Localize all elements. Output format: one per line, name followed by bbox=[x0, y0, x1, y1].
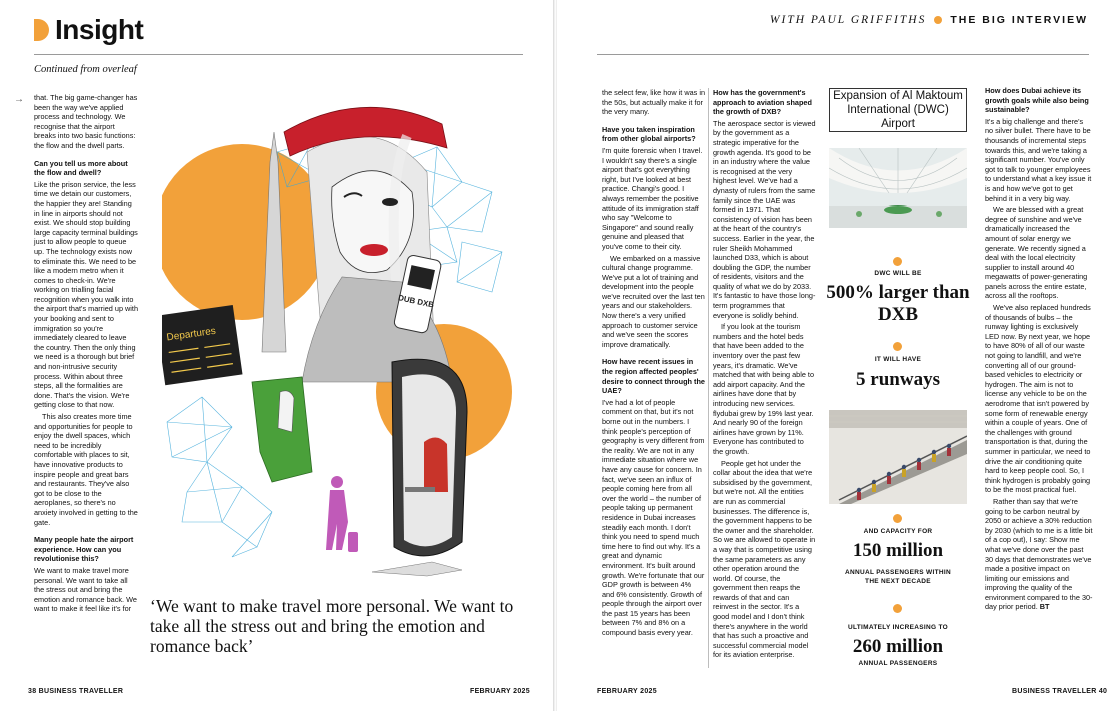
interview-question: Many people hate the airport experience. How can you revolutionise this? bbox=[34, 535, 134, 564]
column-divider bbox=[708, 88, 709, 668]
stat4-sub: ANNUAL PASSENGERS bbox=[858, 660, 938, 667]
left-article-column bbox=[34, 93, 138, 616]
article-paragraph: We want to make travel more personal. We want to take all the stress out and bring the emotion and romance back. We want to make it feel like it's for bbox=[34, 565, 137, 614]
left-page bbox=[0, 0, 553, 711]
stat2-value: 5 runways bbox=[856, 369, 940, 390]
article-paragraph: that. The big game-changer has been the way we've applied process and technology. We recognise that the airport breaks into two basic functions: the flow and the dwell parts. bbox=[34, 93, 138, 150]
section-title: Insight bbox=[55, 14, 144, 45]
departures-board bbox=[162, 305, 243, 385]
editorial-illustration bbox=[162, 92, 537, 587]
right-date: FEBRUARY 2025 bbox=[597, 688, 657, 695]
left-date: FEBRUARY 2025 bbox=[470, 688, 530, 695]
right-folio: BUSINESS TRAVELLER 40 bbox=[1012, 688, 1108, 695]
article-paragraph: People get hot under the collar about the idea that we're subsidised by the government, but we're not. All the entities are run as commercial businesses. The difference is, the government happens to be the owner and the shareholder. So we are allowed to operate in a way that is competitive using the same parameters as any other operation around the world. Of course, the government then reaps the rewards of that and can reinvest in the sector. It's a good model and I don't think there's anywhere in the world that has such a proactive and successful commercial model for its aviation enterprise. bbox=[713, 458, 816, 660]
stat3-label: AND CAPACITY FOR bbox=[863, 528, 933, 535]
sun-icon bbox=[893, 514, 902, 523]
terminal-render-photo bbox=[829, 148, 967, 228]
stat3-value: 150 million bbox=[852, 540, 944, 561]
orange-circle-top bbox=[162, 144, 330, 320]
right-article-column-1 bbox=[602, 88, 705, 640]
arrow-icon: → bbox=[14, 94, 24, 105]
article-paragraph: I'm quite forensic when I travel. I wouldn't say there's a single airport that's got everything right, but I've looked at best practice. Changi's good. I always remember the positive attitude of its immigration staff who say "Welcome to Singapore" and sound really genuine and pleased that you've come to their city. bbox=[602, 145, 703, 251]
right-article-column-2 bbox=[713, 88, 816, 662]
continued-note: Continued from overleaf bbox=[34, 64, 137, 75]
article-paragraph: It's a big challenge and there's no silver bullet. There have to be thousands of incremental steps towards this, and we're taking a significant number. You've only got to talk to younger employees to understand what a key issue it is and how we've got to get behind it in a very big way. bbox=[985, 116, 1092, 203]
sun-icon bbox=[893, 604, 902, 613]
left-folio: 38 BUSINESS TRAVELLER bbox=[28, 688, 124, 695]
stat4-value: 260 million bbox=[852, 636, 944, 657]
plane-sketch bbox=[372, 562, 462, 576]
escalator-photo bbox=[829, 410, 967, 504]
interview-header bbox=[770, 14, 1088, 26]
green-chair bbox=[252, 377, 312, 482]
stat1-value: 500% larger than DXB bbox=[826, 282, 970, 325]
header-byline: WITH PAUL GRIFFITHS bbox=[769, 14, 927, 26]
interview-question: Have you taken inspiration from other global airports? bbox=[602, 124, 696, 144]
stat1-label: DWC WILL BE bbox=[874, 270, 922, 277]
stat2-label: IT WILL HAVE bbox=[874, 356, 922, 363]
interview-question: Can you tell us more about the flow and dwell? bbox=[34, 158, 128, 178]
article-paragraph: the select few, like how it was in the 50s, but actually make it for the very many. bbox=[602, 88, 706, 117]
section-brand bbox=[34, 14, 143, 46]
stat4-label: ULTIMATELY INCREASING TO bbox=[847, 624, 948, 631]
interview-question: How has the government's approach to aviation shaped the growth of DXB? bbox=[713, 88, 812, 117]
right-page bbox=[557, 0, 1110, 711]
pull-quote: ‘We want to make travel more personal. We want to take all the stress out and bring the emotion and romance back’ bbox=[150, 596, 514, 656]
article-paragraph: Rather than say that we're going to be carbon neutral by 2050 or achieve a 30% reduction by 2030 (which to me is a little bit of a cop out), I say: Show me what we've done over the past 30 days that demonstrates we've made a positive impact on limiting our emissions and improving the quality of the environment compared to the 30-day prior period. BT bbox=[985, 496, 1093, 612]
sun-icon bbox=[893, 342, 902, 351]
header-rule bbox=[34, 54, 523, 55]
purple-traveller bbox=[326, 476, 358, 552]
svg-text:Departures: Departures bbox=[165, 325, 217, 344]
article-paragraph: This also creates more time and opportunities for people to enjoy the dwell spaces, which need to be incredibly comfortable with places to sit, have innovative products to inspire people and great bars and restaurants. They've also got to be close to the aeroplanes, so there's no anxiety involved in getting to the gate. bbox=[34, 412, 138, 527]
insight-logo-icon bbox=[34, 19, 49, 41]
svg-text:DUB DXB: DUB DXB bbox=[397, 293, 435, 310]
article-paragraph: Like the prison service, the less time we detain our customers, the happier they are! Standing in line in airports should not exist. We should stop building large capacity terminal buildings just to allow people to queue up. The technology exists now to eliminate this. We need to be like a modern metro when it comes to check-in. We're working on trialling facial recognition when you walk into the airport that's married up with your booking and sent to immigration so you're immediately cleared to leave the country. Then the only thing we need is a thorough but brief and non-intrusive security process. Within about three steps, all the formalities are done. That's the vision. We're getting close to that now. bbox=[34, 179, 139, 410]
right-header-rule bbox=[597, 54, 1089, 55]
interview-question: How have recent issues in the region affected peoples' desire to connect through the UAE? bbox=[602, 357, 705, 396]
end-mark: BT bbox=[1037, 602, 1050, 612]
interview-question: How does Dubai achieve its growth goals while also being sustainable? bbox=[985, 86, 1089, 115]
sun-icon bbox=[893, 257, 902, 266]
article-paragraph: We embarked on a massive cultural change programme. We've put a lot of training and development into the people we've recruited over the last ten years and our stakeholders. Now there's a very unified approach to customer service and we've seen the scores improve dramatically. bbox=[602, 253, 705, 349]
article-paragraph: I've had a lot of people comment on that, but it's not borne out in the numbers. I think people's perception of geography is very different from the reality. We are not in any immediate situation where we have any cause for concern. In fact, we've seen an influx of people coming here from all over the world – the number of people taking up permanent residence in Dubai increases steadily each month. I don't think you need to spend much time here to find out why. It's a great and dynamic environment. It's built around growth. We're fortunate that our GDP growth is between 4% and 6% consistently. Growth of people through the airport over the past 15 years has been between 7% and 8% on a compound basis every year. bbox=[602, 397, 705, 638]
right-article-column-3 bbox=[985, 86, 1093, 614]
article-paragraph: If you look at the tourism numbers and the hotel beds that have been added to the inventory over the past few years, it's dramatic. We've matched that with being able to add airport capacity. And the airlines have done that by introducing new services. flydubai grew by 19% last year. And nearly 90 of the foreign airlines have grown by 11%. Everyone has contributed to the growth. bbox=[713, 322, 815, 456]
lounge-pod bbox=[392, 359, 467, 556]
article-paragraph: We are blessed with a great degree of sunshine and we've dramatically increased the amount of solar energy we generate. We recently signed a deal with the local electricity supplier to install around 40 megawatts of power-generating panels across the entire estate, across all the rooftops. bbox=[985, 205, 1088, 301]
sidebar-title: Expansion of Al Maktoum International (DWC) Airport bbox=[829, 88, 967, 132]
header-title: THE BIG INTERVIEW bbox=[950, 14, 1088, 26]
orange-dot-icon bbox=[934, 16, 942, 24]
stat3-sub: ANNUAL PASSENGERS WITHIN THE NEXT DECADE bbox=[845, 569, 951, 585]
article-paragraph: The aerospace sector is viewed by the government as a strategic imperative for the growth agenda. It's good to be in an industry where the value is recognised at the very highest level. We've had a dynasty of rulers from the same family since the UAE was formed in 1971. That consistency of vision has been at the heart of the country's success. Earlier in the year, the ruler Sheikh Mohammed launched D33, which is about doubling the GDP, the number of residents, visitors and the quality of what we do by 2033. It's fantastic to have those long-term programmes that everyone is solidly behind. bbox=[713, 118, 816, 320]
article-paragraph: We've also replaced hundreds of thousands of bulbs – the runway lighting is exclusively LED now. By next year, we hope to have 80% of all of our waste not going to landfill, and we're converting all of our ground-based vehicles to electricity or hydrogen. The aim is not to license any vehicle to be on the aerodrome that isn't powered by some form of renewable energy within a couple of years. One of the challenges with ground transportation is that, during the summer in particular, we need to drive the air conditioning quite hard to keep people cool. So, I think hydrogen is probably going to be the most practical fuel. bbox=[985, 303, 1091, 495]
